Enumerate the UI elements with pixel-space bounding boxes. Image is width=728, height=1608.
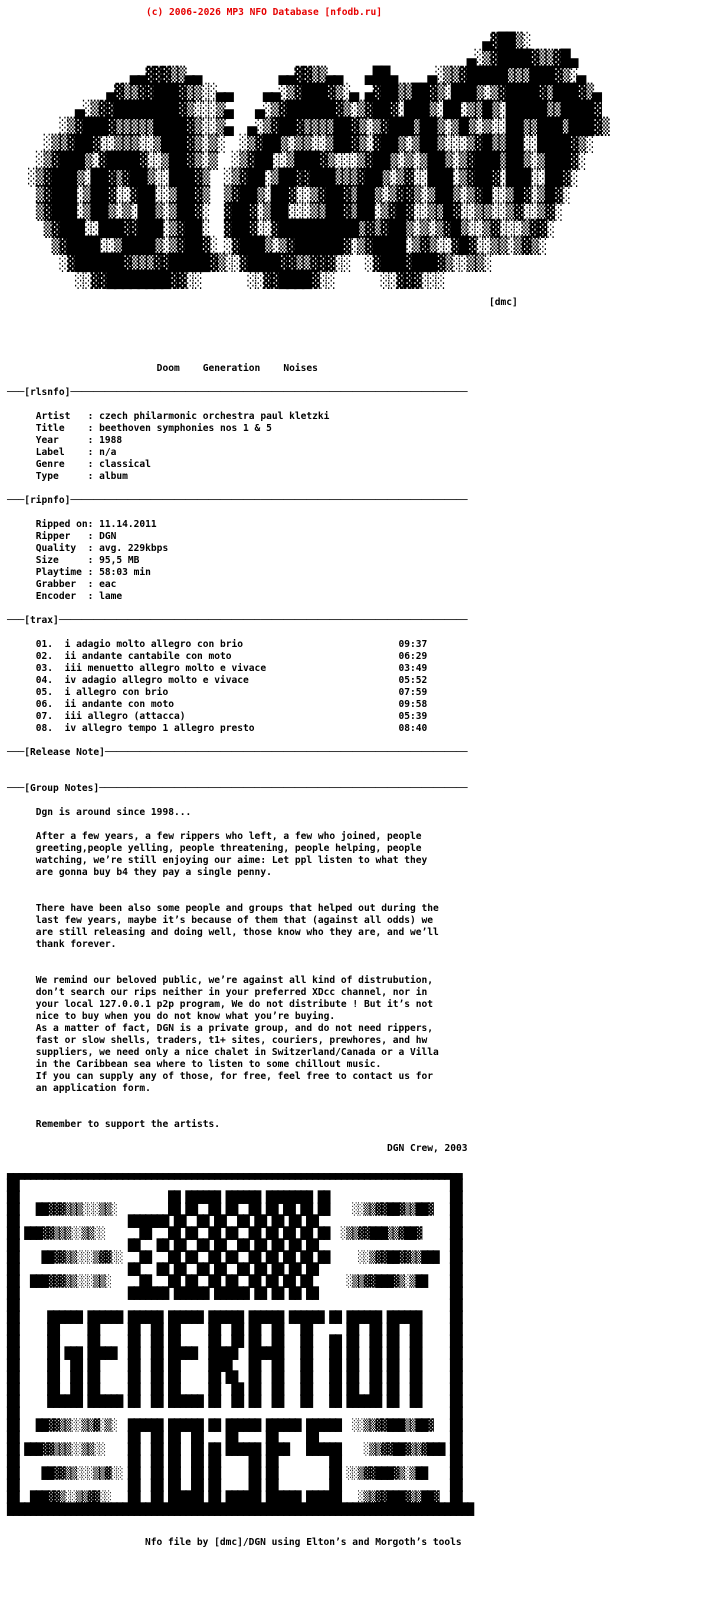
footer-credit: Nfo file by [dmc]/DGN using Elton’s and Morgoth’s tools (145, 1537, 462, 1548)
nfo-body-text: Doom Generation Noises ───[rlsnfo]───────────────────────────────────────────────────────────────────── Artist : czech philarmonic orchestra paul kletzki Title : beethoven symphonies nos 1 & 5 Year : 1988 Label : n/a Genre : classical Type : album ───[ripnfo]───────────────────────────────────────────────────────────────────── Ripped on: 11.14.2011 Ripper : DGN Quality : avg. 229kbps Size : 95,5 MB Playtime : 58:03 min Grabber : eac Encoder : lame ───[trax]─────────────────────────────────────────────────────────────────────── 01. i adagio molto allegro con brio 09:37 02. ii andante cantabile con moto 06:29 03. iii menuetto allegro molto e vivace 03:49 04. iv adagio allegro molto e vivace 05:52 05. i allegro con brio 07:59 06. ii andante con moto 09:58 07. iii allegro (attacca) 05:39 08. iv allegro tempo 1 allegro presto 08:40 ───[Release Note]─────────────────────────────────────────────────────────────── ───[Group Notes]──────────────────────────────────────────────────────────────── Dgn is around since 1998... After a few years, a few rippers who left, a few who joined, people greeting,people yelling, people threatening, people helping, people watching, we’re still enjoying our aime: Let ppl listen to what they are gonna buy b4 they pay a single penny. There have been also some people and groups that helped out during the last few years, maybe it’s because of them that (against all odds) we are still releasing and doing well, those know who they are, and we’ll thank forever. We remind our beloved public, we’re against all kind of distrubution, don’t search our rips neither in your preferred XDcc channel, nor in your local 127.0.0.1 p2p program, We do not distribute ! But it’s not nice to buy when you do not know what you’re buying. As a matter of fact, DGN is a private group, and do not need rippers, fast or slow shells, traders, t1+ sites, couriers, prewhores, and hw suppliers, we need only a nice chalet in Switzerland/Canada or a Villa in the Caribbean sea where to listen to some chillout music. If you can supply any of those, for free, feel free to contact us for an application form. Remember to support the artists. DGN Crew, 2003 (7, 363, 468, 1154)
dgn-logo-ascii-art: ▄▓██▒░ ▄░▒▓████▓▒▒▓█▄ ▄▄▓▓▓▒▒▄▄ ▄▄▓▓▒▒▄▄ ▄██▄ ▄░▒▒▓█████▒▒▒███▓▒░▄ ▄▓▒▒▓▓███▓▒▒░░▄▄ ▄▄░▒▓███▓▒░▄ ▄▓██▒▒██▓▒░███▒░▒▓████▓▒███▓▒▄ ▄░▒▓▓████████▓▒░░░▒▄ ▄░▒▓██████▓▒░▒▓██▓░███▒░██░▒▒█▒░█████▒▒████▓ ░▒▓███▓▒▒▒▒▒████▓▒░░▒▄ ▄░▒▓██▓▒▒▒▒██▓▒░▒▓███▒██▒░▒█▒░▒░░██▒▒███▒███▓▒ ░▒▒▓██▓░░▒▒▒░░▒███▓▒░▒░ ░▒▓██▒░▒▒░░▒██▓▒░▓██▒░▒██▒░░░▒▓█▒▒██░░████▓▒░ ░▒▓███▒░▓████▓░░▒██▓▒░▒ ░▒▓██░░▒███▓▒░░░▒▓██▒░▒░▒██▒░▒▓███▒██▒░▒███▓░ ░▒▓███▒░██▓▒▓██▒░░███▓▒ ░▒▓██░▒██▓▓███▒▒▒▓██▒░▒▓░░███░▒▓██▓░███░░██▓░ ▒▓███░▒██▓░░▓██░░▒██▓▒ ▒▓██▒░██▓░░▒▓██▓▒██▒░▒▓▓▒░▒██▒░▒▓█░░▒█▓░▒█▓░ ▒▓███░▒██▒░▒░██▒░▒██▓░ ▓██▓░▒██░░░▒▒██▓▒██░▒▓█▓░░▒▒█▓░░▒▒░░▒▓░░▒▓░ ▒▓███░░███▓▓███░▒▓██░ ▓██▓░░▓██████████▒▓▒▓██▒░▒░▒▓█▒░░▒▓░░░▒▓▓░ ▒▓████░░▒████▒░▒▓██▓░ ░▓███▒░▒▓██████▓░▒▓████░▒▓▒░░▓█▓░░▒▒░▒▓▒░ ░▓██████▓▒▒▒▓▓█████▓▒░░▓████▓▓▒▒▓▓▓░░ ░▓███▓███▓▒░░▒▒░ ░░▓▓████████▓▓░░ ░░▓▓████▓░░ ░░▓▓▓░░░ (28, 32, 608, 289)
doom-generation-noises-banner-art: ▄▄▄▄▄▄▄▄▄▄▄▄▄▄▄▄▄▄▄▄▄▄▄▄▄▄▄▄▄▄▄▄▄▄▄▄▄▄▄▄▄▄▄▄▄▄▄▄▄▄▄▄▄▄▄▄▄▄▄▄▄▄▄▄▄▄▄▄▄▄▄▄▄▄▄▄▄▄▄ ██ ██ ██ ██ ██████ ██████ ████████ ██ ██ ██ ██▓▓▓▒▒▒░░░▒▒░ ██ ██ ██ ██ ██ ██ ██ ██ ██ ░░▒▒▓▓██▓▒▒██▓ ██ ██ ███████ ██ ██ ██ ██ ██ ██ ██ ██ ██ ██ ███▓▓▒▒▒░░▒▒░░ ██ ██ ██ ██ ██ ██ ██ ██ ██ ██ ░▒▒▓▓███▒▒▓██▓ ██ ██ ██ ██ ██ ██ ██ ██ ██ ██ ██ ██ ██ ██ ██▓▓▒▒░░░▒▓▓░░ ██ ██ ██ ██ ██ ██ ██ ██ ██ ██ ░░▒▓▓██▓▓▒▒███ ██ ██ ██ ██ ██ ██ ██ ██ ██ ██ ██ ██ ██ ██ ███▓▓▓▒▒░░░▒▒░ ██ ██ ██ ██ ██ ██ ██ ██ ██ ░▒▒▓▓███▓▒░▒██ ██ ██ ███████ ██████ ██████ ██ ██ ██ ██ ██ ██ ██ ██ ██████ ██████ ██████ ██████ ██████ ██████ ██████ ██ ██████ ██████ ██ ██ ██ ██ ██ ██ ██ ██ ██ ██ ██ ██ ██ ██ ██ ██ ██ ██ ██ ██ ██ ██ ██ ██ ██ ██ ██ ██ ██ ██ ██ ██ ██ ██ ██ ██ ███ █████ ██ ██ █████ █████ ██████ ██ ██ ██ ██ ██ ██ ██ ██ ██ ██ ██ ██ ██ ██ ████ ██ ██ ██ ██ ██ ██ ██ ██ ██ ██ ██ ██ ██ ██ ██ ██ ██ ██ ██ ██ ██ ██ ██ ██ ██ ██ ██ ██ ██ ██ ██ ██ ██ ██ ██ ██ ██ ██ ██ ██ ██ ██ ██ ██ ██ ██ ██████ ██████ ██ ██ ██████ ██ ██ ██ ██ ██ ██ ██████ ██ ██ ██ ██ ██ ██ ██▓▓▒▒░░▒▒▓░▒░ ██████ ██████ ██ ██████ ██████ ██████ ░░▒▒▓▓███▒▒██▓ ██ ██ ██ ██ ██ ██ ██ ██ ██ ██ ██ ███▓▓▒▒▒░░▒▒░░ ██ ██ ██ ██ ██ ██████ ████ ██████ ░▒▒▓▓██▓▒▒▓███ ██ ██ ██ ██ ██ ██ ██ ██ ██ ██ ██ ██ ██▓▓▒▒░░░▒▒▓░░ ██ ██ ██ ██ ██ ██ ██ ██ ░░▒▓▓███▓▒░▒██ ██ ██ ██ ██ ██ ██ ██ ██ ██ ██ ██ ██ ███▓▓▒░░▒▒▓▓░░ ██ ██ ██████ ██ ██████ ██████ ██████ ░▒▒▓▓███▓▒▒██▓ ██ █████████████████████████████████████████████████████████████████████████████████ (7, 1166, 474, 1516)
copyright-header: (c) 2006-2026 MP3 NFO Database [nfodb.ru] (146, 7, 383, 18)
logo-artist-credit: [dmc] (489, 297, 518, 308)
